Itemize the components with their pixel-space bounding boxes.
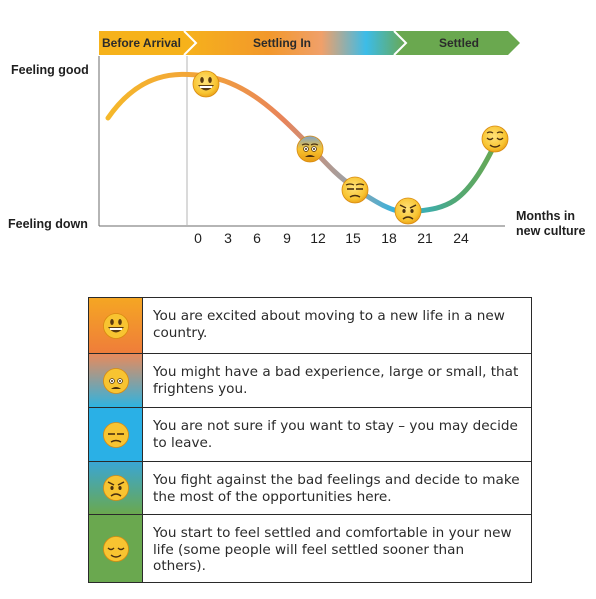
- x-tick-0: 0: [194, 230, 202, 246]
- legend-row-text: You are not sure if you want to stay – you may decide to leave.: [153, 418, 518, 451]
- legend-row: [89, 461, 531, 514]
- legend-row: [89, 353, 531, 407]
- x-tick-3: 3: [224, 230, 232, 246]
- y-label-feeling-down: Feeling down: [8, 217, 88, 231]
- grinning-face-icon: [193, 71, 219, 97]
- x-tick-12: 12: [310, 230, 326, 246]
- y-label-feeling-good: Feeling good: [11, 63, 89, 77]
- grinning-face-icon: [102, 312, 130, 340]
- stage-label-settling-in: Settling In: [253, 36, 311, 50]
- legend-swatch: [89, 354, 143, 407]
- culture-shock-curve: [0, 0, 596, 260]
- x-tick-15: 15: [345, 230, 361, 246]
- legend-row-text: You might have a bad experience, large or small, that frightens you.: [153, 364, 519, 397]
- relieved-face-icon: [482, 126, 508, 152]
- fearful-face-icon: [297, 136, 323, 162]
- x-tick-9: 9: [283, 230, 291, 246]
- legend-row: [89, 514, 531, 582]
- legend-swatch: [89, 298, 143, 353]
- x-tick-21: 21: [417, 230, 433, 246]
- legend-swatch: [89, 408, 143, 461]
- legend-swatch: [89, 462, 143, 514]
- angry-face-icon: [395, 198, 421, 224]
- x-tick-18: 18: [381, 230, 397, 246]
- legend-row-text: You start to feel settled and comfortable in your new life (some people will feel settled sooner than others).: [153, 525, 512, 574]
- relieved-face-icon: [102, 535, 130, 563]
- legend-row: [89, 298, 531, 353]
- x-tick-6: 6: [253, 230, 261, 246]
- fearful-face-icon: [102, 367, 130, 395]
- unamused-face-icon: [102, 421, 130, 449]
- legend-row-text: You fight against the bad feelings and decide to make the most of the opportunities here.: [153, 472, 520, 505]
- x-tick-24: 24: [453, 230, 469, 246]
- angry-face-icon: [102, 474, 130, 502]
- stage-label-settled: Settled: [439, 36, 480, 50]
- legend-table: [88, 297, 532, 583]
- legend-swatch: [89, 515, 143, 582]
- x-axis-title-line1: Months in: [516, 209, 576, 223]
- legend-row: [89, 407, 531, 461]
- stage-label-before-arrival: Before Arrival: [102, 36, 181, 50]
- unamused-face-icon: [342, 177, 368, 203]
- x-axis-ticks: [194, 230, 469, 246]
- stage-header: [99, 31, 520, 55]
- x-axis-title-line2: new culture: [516, 224, 586, 238]
- legend-row-text: You are excited about moving to a new life in a new country.: [153, 308, 505, 341]
